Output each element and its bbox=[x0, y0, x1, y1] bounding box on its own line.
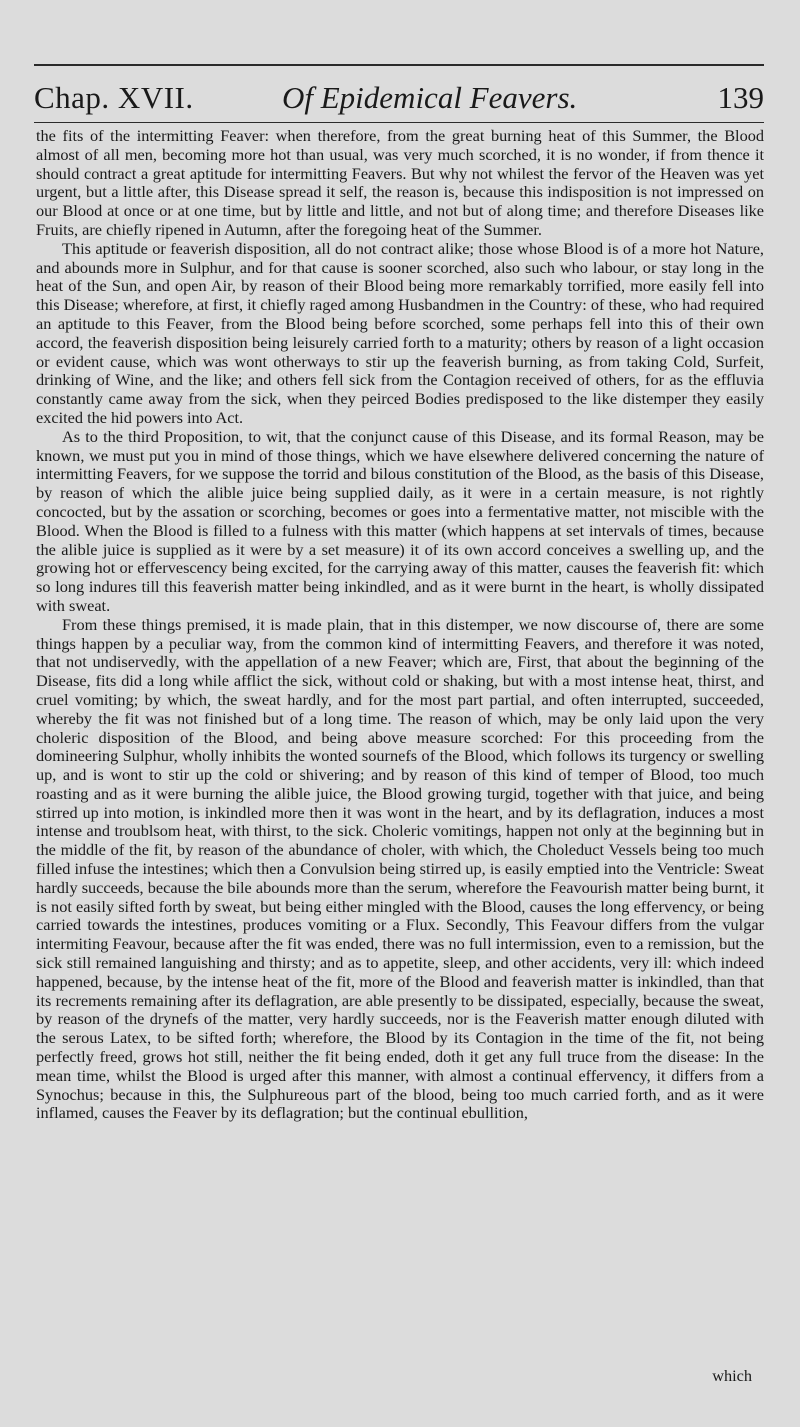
paragraph: the fits of the intermitting Feaver: when therefore, from the great burning heat of this Summer, the Blood almost of all men, becoming more hot than usual, was very much scorched, it is no wonder, if from thence it should contract a great aptitude for intermitting Feavers. But why not whilest the fervor of the Heaven was yet urgent, but a little after, this Disease spread it self, the reason is, because this indisposition is not impressed on our Blood at once or at one time, but by little and little, and not but of along time; and therefore Diseases like Fruits, are chiefly ripened in Autumn, after the foregoing heat of the Summer. bbox=[36, 126, 764, 239]
running-header bbox=[34, 64, 764, 122]
body-text bbox=[36, 127, 764, 1123]
running-title: Of Epidemical Feavers. bbox=[282, 80, 578, 115]
catchword: which bbox=[712, 1366, 752, 1385]
paragraph: From these things premised, it is made plain, that in this distemper, we now discourse of, there are some things happen by a peculiar way, from the common kind of intermitting Feavers, and therefore it was noted, that not undiservedly, with the appellation of a new Feaver; which are, First, that about the beginning of the Disease, fits did a long while afflict the sick, without cold or shaking, but with a most intense heat, thirst, and cruel vomiting; by which, the sweat hardly, and for the most part partial, and often interrupted, succeeded, whereby the fit was not finished but of a long time. The reason of which, may be only laid upon the very choleric disposition of the Blood, and being above measure scorched: For this proceeding from the domineering Sulphur, wholly inhibits the wonted sournefs of the Blood, which follows its turgency or swelling up, and is wont to stir up the cold or shivering; and by reason of this kind of temper of Blood, too much roasting and as it were burning the alible juice, the Blood growing turgid, together with that juice, and being stirred up into motion, is inkindled more then it was wont in the heart, and by its deflagration, induces a most intense and troublsom heat, with thirst, to the sick. Choleric vomitings, happen not only at the beginning but in the middle of the fit, by reason of the abundance of choler, with which, the Choleduct Vessels being too much filled infuse the intestines; which then a Convulsion being stirred up, is easily emptied into the Ventricle: Sweat hardly succeeds, because the bile abounds more than the serum, wherefore the Feavourish matter being burnt, it is not easily sifted forth by sweat, but being either mingled with the Blood, causes the long effervency, or being carried towards the intestines, produces vomiting or a Flux. Secondly, This Feavour differs from the vulgar intermiting Feavour, because after the fit was ended, there was no full intermission, even to a remission, but the sick still remained languishing and thirsty; and as to appetite, sleep, and other accidents, very ill: which indeed happened, because, by the intense heat of the fit, more of the Blood and feaverish matter is inkindled, than that its recrements remaining after its deflagration, are able presently to be dissipated, especially, because the sweat, by reason of the drynefs of the matter, very hardly succeeds, nor is the Feaverish matter enough diluted with the serous Latex, to be sifted forth; wherefore, the Blood by its Contagion in the time of the fit, not being perfectly freed, grows hot still, neither the fit being ended, doth it get any full truce from the disease: In the mean time, whilst the Blood is urged after this manner, with almost a continual effervency, it differs from a Synochus; because in this, the Sulphureous part of the blood, being too much carried forth, and as it were inflamed, causes the Feaver by its deflagration; but the continual ebullition, bbox=[36, 614, 764, 1123]
page-number: 139 bbox=[717, 80, 764, 115]
header-rule bbox=[34, 122, 764, 123]
chapter-label: Chap. XVII. bbox=[34, 80, 194, 115]
paragraph: As to the third Proposition, to wit, that the conjunct cause of this Disease, and its formal Reason, may be known, we must put you in mind of those things, which we have elsewhere delivered concerning the nature of intermitting Feavers, for we suppose the torrid and bilous constitution of the Blood, as the basis of this Disease, by reason of which the alible juice being supplied daily, as it were in a certain measure, is not rightly concocted, but by the assation or scorching, becomes or goes into a fermentative matter, not miscible with the Blood. When the Blood is filled to a fulness with this matter (which happens at set intervals of times, because the alible juice is supplied as it were by a set measure) it of its own accord conceives a swelling up, and the growing hot or effervescency being excited, for the carrying away of this matter, causes the feaverish fit: which so long indures till this feaverish matter being inkindled, and as it were burnt in the heart, is wholly dissipated with sweat. bbox=[36, 426, 764, 615]
paragraph: This aptitude or feaverish disposition, all do not contract alike; those whose Blood is of a more hot Nature, and abounds more in Sulphur, and for that cause is sooner scorched, also such who labour, or stay long in the heat of the Sun, and open Air, by reason of their Blood being more remarkably torrified, more easily fell into this Disease; wherefore, at first, it chiefly raged among Husbandmen in the Country: of these, who had required an aptitude to this Feaver, from the Blood being before scorched, some perhaps fell into this of their own accord, the feaverish disposition being leisurely carried forth to a maturity; others by reason of a light occasion or evident cause, which was wont otherways to stir up the feaverish burning, as from taking Cold, Surfeit, drinking of Wine, and the like; and others fell sick from the Contagion received of others, for as the effluvia constantly came away from the sick, when they peirced Bodies predisposed to the like distemper they easily excited the hid powers into Act. bbox=[36, 238, 764, 427]
